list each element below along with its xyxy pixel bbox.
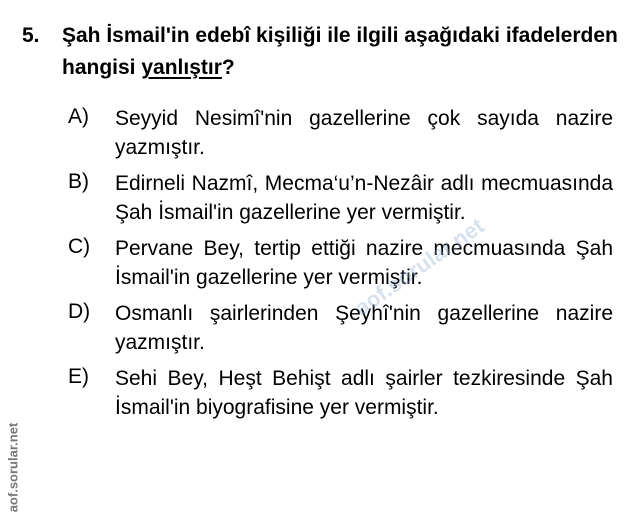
- option-text: Sehi Bey, Heşt Behişt adlı şairler tezkiresinde Şah İsmail'in biyografisine yer vermiştir.: [115, 367, 613, 419]
- question-text-main: Şah İsmail'in edebî kişiliği ile ilgili aşağıdaki ifadelerden hangisi: [62, 24, 618, 79]
- option-text: Pervane Bey, tertip ettiği nazire mecmuasında Şah İsmail'in gazellerine yer vermiştir.: [115, 237, 613, 289]
- question-text: [62, 20, 622, 84]
- option-text: Seyyid Nesimî'nin gazellerine çok sayıda nazire yazmıştır.: [115, 107, 613, 159]
- option-a[interactable]: [68, 104, 613, 162]
- answer-options: [68, 104, 613, 429]
- option-d[interactable]: [68, 299, 613, 357]
- option-letter: A): [68, 105, 89, 128]
- option-letter: E): [68, 365, 89, 388]
- option-letter: D): [68, 300, 91, 323]
- option-letter: C): [68, 235, 91, 258]
- question-number: 5.: [22, 24, 40, 47]
- option-b[interactable]: [68, 169, 613, 227]
- option-text: Edirneli Nazmî, Mecma‘u’n-Nezâir adlı mecmuasında Şah İsmail'in gazellerine yer vermiştir.: [115, 172, 613, 224]
- watermark-side: aof.sorular.net: [5, 422, 21, 513]
- option-text: Osmanlı şairlerinden Şeyhî'nin gazellerine nazire yazmıştır.: [115, 302, 613, 354]
- question-mark: ?: [221, 56, 235, 79]
- option-e[interactable]: [68, 364, 613, 422]
- question-keyword: yanlıştır: [141, 56, 222, 79]
- option-c[interactable]: [68, 234, 613, 292]
- option-letter: B): [68, 170, 89, 193]
- watermark-center: aof.sorular.net: [350, 213, 489, 321]
